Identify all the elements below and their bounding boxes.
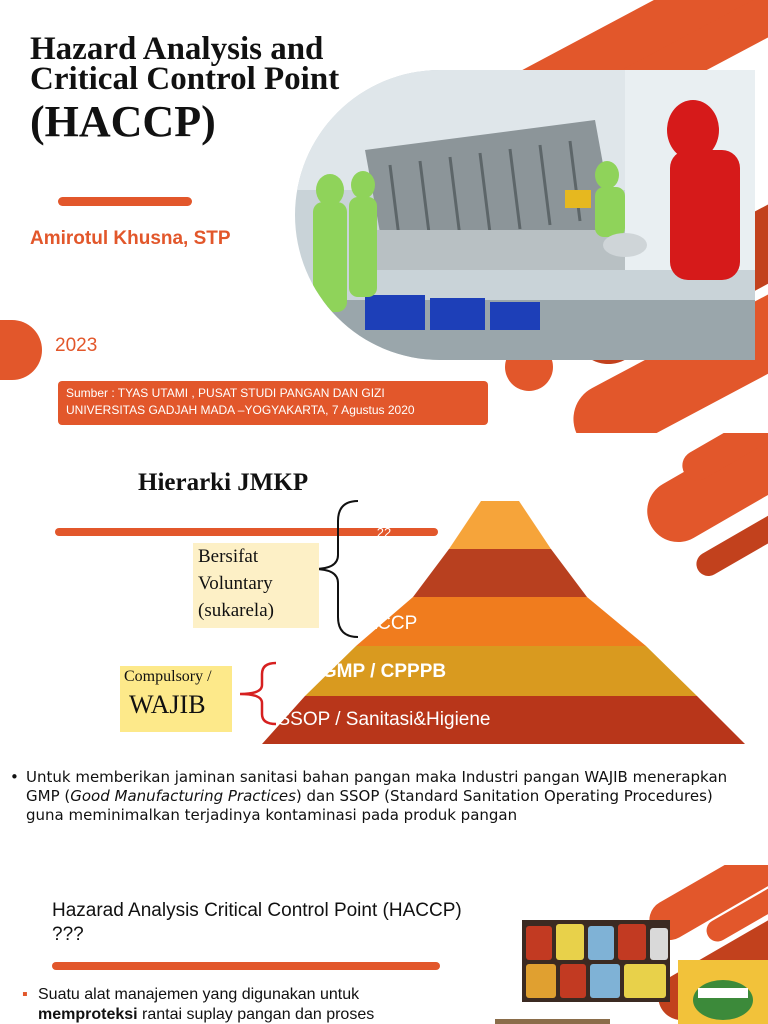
paragraph-end: rantai suplay pangan dan proses: [142, 1006, 375, 1023]
presentation-year: 2023: [55, 335, 98, 356]
source-box: [58, 381, 488, 425]
title-line-3: (HACCP): [30, 97, 216, 146]
compulsory-line-1: Compulsory /: [124, 668, 212, 685]
wajib-bullet: [10, 768, 755, 825]
decor-half-circle-left: [0, 320, 42, 380]
presentation-title: [30, 31, 420, 146]
snack-package-image: [678, 960, 768, 1024]
bullet-text-suffix: ) dan SSOP (Standard Sanitation Operating Procedures) guna meminimalkan terjadinya kontaminasi pada produk pangan: [26, 787, 713, 824]
haccp-heading: Hazarad Analysis Critical Control Point (HACCP) ???: [52, 900, 462, 945]
haccp-definition-paragraph: [22, 985, 442, 1024]
pyramid-iso9001-line-1: ISO 9001 /: [340, 553, 428, 573]
pyramid-haccp-label: HACCP: [350, 613, 418, 634]
author-name: Amirotul Khusna, STP: [30, 228, 231, 249]
voluntary-line-2: Voluntary: [198, 573, 273, 594]
haccp-heading-underline: [52, 962, 440, 970]
hierarchy-heading: Hierarki JMKP: [138, 469, 309, 496]
voluntary-line-1: Bersifat: [198, 546, 259, 567]
paragraph-start: Suatu alat manajemen yang digunakan untuk: [38, 986, 360, 1003]
paragraph-bullet: ▪: [22, 986, 28, 1003]
pyramid-iso9001-line-2: SMM: [363, 577, 405, 597]
title-underline: [58, 197, 192, 206]
bottom-product-image: [495, 1019, 610, 1024]
source-line-1: Sumber : TYAS UTAMI , PUSAT STUDI PANGAN DAN GIZI: [66, 386, 385, 400]
bullet-dot: •: [10, 768, 19, 786]
compulsory-line-2: WAJIB: [129, 690, 206, 719]
bullet-text-italic: Good Manufacturing Practices: [70, 787, 296, 805]
source-line-2: UNIVERSITAS GADJAH MADA –YOGYAKARTA, 7 Agustus 2020: [66, 403, 415, 417]
paragraph-bold: memproteksi: [38, 1006, 138, 1023]
bullet-text-prefix: Untuk memberikan jaminan sanitasi bahan pangan maka Industri pangan WAJIB menerapkan GMP (: [26, 768, 728, 805]
title-line-1: Hazard Analysis and: [30, 31, 324, 67]
slide-hierarchy: [0, 433, 768, 865]
voluntary-line-3: (sukarela): [198, 600, 274, 621]
title-line-2: Critical Control Point: [30, 61, 340, 97]
pyramid-top-line-1: O: [378, 500, 390, 515]
slide-haccp-definition: [0, 865, 768, 1024]
pyramid-gmp-label: GMP / CPPPB: [321, 661, 447, 682]
canned-food-image: [522, 920, 670, 1002]
pyramid-top-line-2: 22: [376, 525, 392, 540]
pyramid-ssop-label: SSOP / Sanitasi&Higiene: [277, 709, 491, 730]
slide-title: [0, 0, 768, 433]
